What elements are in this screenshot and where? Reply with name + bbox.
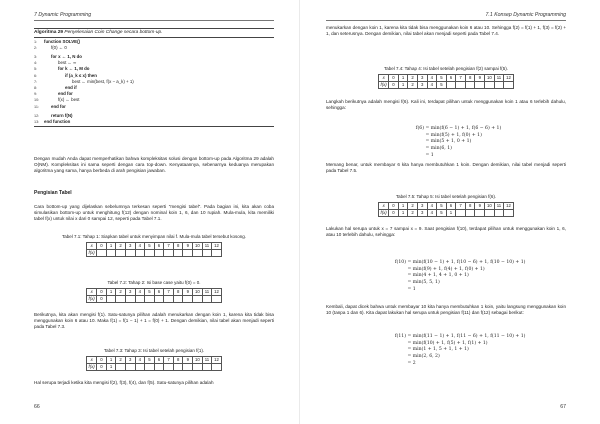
line-number: 7: xyxy=(34,79,38,84)
equation-f11 xyxy=(326,334,566,368)
paragraph-text: Dengan mudah Anda dapat memperhatikan bahwa kompleksitas solusi dengan bottom-up pada Algoritma 29 adalah O(NM). Kompleksitas ini sama seperti dengan cara top-down. Kenyataannya, sebenarnya keduanya merupakan algoritma yang sama, hanya berbeda di arah pengisian jawaban. xyxy=(34,156,274,174)
table-cell xyxy=(446,82,456,89)
table-cell: 0 xyxy=(389,210,399,217)
table-cell: 1 xyxy=(398,202,408,209)
equation-rhs: = min(f(9) + 1, f(4) + 1, f(0) + 1) xyxy=(406,266,485,272)
table-cell xyxy=(116,364,126,371)
equation-rhs: = 1 xyxy=(406,286,416,292)
table-cell: 9 xyxy=(183,288,193,295)
table-cell: 5 xyxy=(437,82,447,89)
table-caption: Tabel 7.4: Tahap 4: Isi tabel setelah pengisian f(2) sampai f(5). xyxy=(384,66,508,71)
table-cell: 5 xyxy=(437,74,447,81)
row-label: x xyxy=(87,356,97,363)
table-cell: 9 xyxy=(183,242,193,249)
table-cell: 0 xyxy=(389,202,399,209)
table-cell xyxy=(456,210,466,217)
code-text: end function xyxy=(44,119,71,125)
code-text: end for xyxy=(51,103,66,109)
table-cell xyxy=(135,296,145,303)
table-value-row xyxy=(87,364,222,371)
table-cell xyxy=(193,364,203,371)
equation-line xyxy=(326,287,566,294)
table-cell xyxy=(164,250,174,257)
equation-lines xyxy=(326,126,566,160)
table-caption: Tabel 7.1: Tahap 1: Siapkan tabel untuk menyimpan nilai f. Mula-mula tabel tersebut kosong. xyxy=(61,234,247,239)
row-label: x xyxy=(87,242,97,249)
equation-line xyxy=(326,354,566,361)
row-label: f(x) xyxy=(380,82,387,87)
right-page xyxy=(300,0,600,424)
table-cell: 10 xyxy=(485,74,495,81)
paragraph-fill-f1 xyxy=(34,312,274,330)
table-cell: 4 xyxy=(427,210,437,217)
table-cell: 11 xyxy=(202,288,212,295)
paragraph-text: Berikutnya, kita akan mengisi f(1). Satu-satunya pilihan adalah menukarkan dengan koin 1, karena kita tidak bisa menggunakan koin 6 atau 10. Maka f(1) = f(1 − 1) + 1 = f(0) + 1. Dengan demikian, nilai tabel akan menjadi seperti pada Tabel 7.3. xyxy=(34,312,274,330)
table-cell xyxy=(164,364,174,371)
table-cell: 3 xyxy=(125,356,135,363)
table-cell: 12 xyxy=(504,74,514,81)
table-cell xyxy=(145,364,155,371)
code-text: best ← min(best, f(x − a_k) + 1) xyxy=(72,78,134,84)
line-number: 2: xyxy=(34,45,38,50)
dp-table xyxy=(378,74,514,90)
table-cell xyxy=(212,364,222,371)
line-number: 1: xyxy=(34,39,38,44)
table-header-row xyxy=(87,288,222,295)
row-label: f(x) xyxy=(88,364,95,369)
table-cell: 7 xyxy=(164,288,174,295)
paragraph-text: Langkah berikutnya adalah mengisi f(6). Kali ini, terdapat pilihan untuk menggunakan koin 1 atau 6 terlebih dahulu, sehingga: xyxy=(326,99,566,111)
table-cell: 1 xyxy=(106,242,116,249)
table-cell: 2 xyxy=(116,288,126,295)
algorithm-box xyxy=(34,28,274,127)
table-cell: 0 xyxy=(97,364,107,371)
table-cell: 9 xyxy=(183,356,193,363)
table-cell: 9 xyxy=(475,74,485,81)
equation-rhs: = min(f(5) + 1, f(0) + 1) xyxy=(424,132,482,138)
table-cell: 0 xyxy=(97,296,107,303)
paragraph-fill-f11 xyxy=(326,304,566,316)
table-cell: 8 xyxy=(173,356,183,363)
table-caption: Tabel 7.3: Tahap 3: Isi tabel setelah pengisian f(1). xyxy=(103,348,205,353)
line-number: 9: xyxy=(34,92,38,97)
table-cell xyxy=(494,210,504,217)
row-label: f(x) xyxy=(88,250,95,255)
table-cell xyxy=(135,364,145,371)
equation-lines xyxy=(326,260,566,294)
equation-line xyxy=(326,334,566,341)
table-cell: 3 xyxy=(417,202,427,209)
equation-f10 xyxy=(326,260,566,294)
paragraph-coin1 xyxy=(326,25,566,37)
table-cell: 5 xyxy=(145,288,155,295)
table-cell xyxy=(485,210,495,217)
table-cell: 2 xyxy=(408,210,418,217)
row-label: x xyxy=(379,74,389,81)
table-cell: 4 xyxy=(135,288,145,295)
table-cell xyxy=(183,250,193,257)
table-cell: 2 xyxy=(116,356,126,363)
equation-rhs: = min(f(6 − 1) + 1, f(6 − 6) + 1) xyxy=(424,126,502,131)
table-cell xyxy=(202,296,212,303)
line-number: 12: xyxy=(34,113,40,118)
equation-rhs: = 1 xyxy=(424,152,434,158)
line-number: 8: xyxy=(34,86,38,91)
table-cell xyxy=(125,250,135,257)
table-cell: 3 xyxy=(417,74,427,81)
equation-rhs: = min(1 + 1, 5 + 1, 1 + 1) xyxy=(406,347,469,353)
table-cell: 10 xyxy=(193,356,203,363)
running-header-right: 7.1 Konsep Dynamic Programming xyxy=(485,12,566,18)
paragraph-text: Lakukan hal serupa untuk x = 7 sampai x = 9. Saat pengisian f(10), terdapat pilihan untuk menggunakan koin 1, 6, atau 10 terlebih dahulu, sehingga: xyxy=(326,226,566,238)
table-cell xyxy=(504,210,514,217)
section-heading: Pengisian Tabel xyxy=(34,190,72,196)
table-header-row xyxy=(87,242,222,249)
table-cell: 4 xyxy=(135,242,145,249)
table-cell: 5 xyxy=(145,242,155,249)
table-cell: 0 xyxy=(97,288,107,295)
table-cell: 11 xyxy=(202,242,212,249)
table-value-row xyxy=(87,296,222,303)
table-cell: 5 xyxy=(145,356,155,363)
row-label: x xyxy=(379,202,389,209)
table-cell xyxy=(494,82,504,89)
table-header-row xyxy=(87,356,222,363)
table-cell: 3 xyxy=(417,82,427,89)
algorithm-caption: Penyelesaian Coin Change secara bottom-up. xyxy=(64,29,163,35)
table-cell: 10 xyxy=(193,242,203,249)
table-cell: 5 xyxy=(437,202,447,209)
table-cell: 4 xyxy=(427,74,437,81)
algorithm-title xyxy=(34,29,274,38)
code-text: for k ← 1, M do xyxy=(58,66,90,72)
table-cell xyxy=(116,250,126,257)
table-cell: 10 xyxy=(193,288,203,295)
table-cell xyxy=(145,296,155,303)
table-cell xyxy=(193,250,203,257)
code-text: f(0) ← 0 xyxy=(51,44,67,50)
table-cell xyxy=(465,82,475,89)
table-cell xyxy=(106,250,116,257)
paragraph-continue xyxy=(34,380,274,386)
equation-rhs: = 2 xyxy=(406,360,416,366)
table-cell: 12 xyxy=(212,356,222,363)
table-cell: 2 xyxy=(116,242,126,249)
code-text: for x ← 1, N do xyxy=(51,54,82,59)
equation-line xyxy=(326,146,566,153)
table-cell: 6 xyxy=(154,356,164,363)
paragraph-text: Cara bottom-up yang dijelaskan sebelumnya terkesan seperti "mengisi tabel". Pada bagian ini, kita akan coba simulasikan bottom-up untuk menghitung f(12) dengan nominal koin 1, 6, dan 10 rupiah. Mula-mula, kita memiliki tabel f(x) untuk nilai x dari 0 sampai 12, seperti pada Tabel 7.1. xyxy=(34,204,274,222)
table-cell: 4 xyxy=(427,202,437,209)
table-7-4 xyxy=(326,66,566,89)
equation-rhs: = min(6, 1) xyxy=(424,146,452,152)
table-cell: 6 xyxy=(154,288,164,295)
table-cell xyxy=(475,82,485,89)
table-cell: 1 xyxy=(398,210,408,217)
paragraph-fill-f10 xyxy=(326,226,566,238)
table-cell xyxy=(106,296,116,303)
table-cell: 1 xyxy=(106,364,116,371)
dp-table xyxy=(86,242,222,258)
table-cell: 8 xyxy=(465,202,475,209)
table-cell: 6 xyxy=(154,242,164,249)
paragraph-complexity xyxy=(34,156,274,174)
equation-rhs: = min(5, 5, 1) xyxy=(406,280,440,286)
table-cell: 0 xyxy=(97,242,107,249)
table-cell: 10 xyxy=(485,202,495,209)
equation-lhs: f(11) xyxy=(394,334,406,339)
table-7-5 xyxy=(326,194,566,217)
table-cell: 6 xyxy=(446,202,456,209)
table-cell xyxy=(193,296,203,303)
equation-f6 xyxy=(326,126,566,160)
equation-rhs: = min(f(11 − 1) + 1, f(11 − 6) + 1, f(11 − 10) + 1) xyxy=(406,334,526,339)
algorithm-label: Algoritma 29 xyxy=(34,29,64,35)
equation-line xyxy=(326,260,566,267)
row-label: f(x) xyxy=(380,210,387,215)
code-text: return f(N) xyxy=(51,112,73,118)
equation-rhs: = min(5 + 1, 0 + 1) xyxy=(424,139,472,145)
table-cell xyxy=(135,250,145,257)
table-cell xyxy=(154,364,164,371)
table-cell xyxy=(456,82,466,89)
table-cell: 2 xyxy=(408,74,418,81)
code-line xyxy=(34,119,274,125)
table-cell xyxy=(202,364,212,371)
equation-line xyxy=(326,361,566,368)
table-cell: 9 xyxy=(475,202,485,209)
page-number-left: 66 xyxy=(34,404,40,410)
table-cell xyxy=(173,364,183,371)
equation-rhs: = min(2, 6, 2) xyxy=(406,354,440,360)
code-text: if (a_k ≤ x) then xyxy=(65,72,97,78)
equation-rhs: = min(f(10 − 1) + 1, f(10 − 6) + 1, f(10 − 10) + 1) xyxy=(406,260,526,265)
row-label: f(x) xyxy=(88,296,95,301)
code-text: end for xyxy=(58,91,73,97)
code-text: f(x) ← best xyxy=(58,97,80,103)
table-cell: 5 xyxy=(437,210,447,217)
table-value-row xyxy=(379,210,514,217)
table-cell xyxy=(465,210,475,217)
table-cell: 8 xyxy=(465,74,475,81)
table-cell: 4 xyxy=(135,356,145,363)
table-cell xyxy=(212,250,222,257)
table-cell: 2 xyxy=(408,202,418,209)
table-cell: 11 xyxy=(202,356,212,363)
code-text: best ← ∞ xyxy=(58,60,77,66)
dp-table xyxy=(86,288,222,304)
line-number: 11: xyxy=(34,104,39,109)
paragraph-text: menukarkan dengan koin 1, karena kita tidak bisa menggunakan koin 6 atau 10. Sehingga f(2) = f(1) + 1, f(3) = f(2) + 1, dan seterusnya. Dengan demikian, nilai tabel akan menjadi seperti pada Tabel 7.4. xyxy=(326,25,566,37)
equation-lines xyxy=(326,334,566,368)
table-cell: 3 xyxy=(125,288,135,295)
table-cell xyxy=(154,250,164,257)
line-number: 3: xyxy=(34,55,38,59)
table-cell: 12 xyxy=(212,288,222,295)
table-cell xyxy=(97,250,107,257)
table-cell xyxy=(504,82,514,89)
line-number: 6: xyxy=(34,73,38,78)
table-header-row xyxy=(379,74,514,81)
table-cell: 11 xyxy=(494,74,504,81)
dp-table xyxy=(86,356,222,372)
table-cell: 7 xyxy=(164,356,174,363)
equation-rhs: = min(f(10) + 1, f(5) + 1, f(1) + 1) xyxy=(406,340,488,346)
equation-lhs: f(10) xyxy=(394,260,406,265)
table-cell: 3 xyxy=(417,210,427,217)
table-cell: 7 xyxy=(456,74,466,81)
table-cell xyxy=(145,250,155,257)
table-value-row xyxy=(379,82,514,89)
equation-line xyxy=(326,126,566,133)
header-rule-right xyxy=(326,20,566,21)
code-line xyxy=(34,104,274,110)
code-line xyxy=(34,45,274,51)
table-cell xyxy=(154,296,164,303)
table-cell: 2 xyxy=(408,82,418,89)
table-cell xyxy=(183,296,193,303)
table-cell: 1 xyxy=(446,210,456,217)
table-cell xyxy=(475,210,485,217)
equation-line xyxy=(326,280,566,287)
page-number-right: 67 xyxy=(560,404,566,410)
line-number: 4: xyxy=(34,61,38,66)
table-cell xyxy=(164,296,174,303)
table-cell xyxy=(212,296,222,303)
line-number: 13: xyxy=(34,120,40,125)
code-text: function SOLVE() xyxy=(44,38,81,44)
table-cell: 12 xyxy=(504,202,514,209)
table-cell: 1 xyxy=(106,356,116,363)
table-7-2 xyxy=(34,280,274,303)
table-caption: Tabel 7.2: Tahap 2: Isi base case yaitu f(0) = 0. xyxy=(107,280,201,285)
paragraph-text: Memang benar, untuk membayar 6 kita hanya membutuhkan 1 koin. Dengan demikian, nilai tabel menjadi seperti pada Tabel 7.5. xyxy=(326,162,566,174)
table-7-1 xyxy=(34,234,274,257)
table-value-row xyxy=(87,250,222,257)
paragraph-one-coin xyxy=(326,162,566,174)
line-number: 5: xyxy=(34,67,38,72)
running-header-left: 7 Dynamic Programming xyxy=(34,12,92,18)
dp-table xyxy=(378,202,514,218)
table-cell: 0 xyxy=(389,74,399,81)
table-cell: 1 xyxy=(398,82,408,89)
equation-line xyxy=(326,273,566,280)
equation-lhs: f(6) xyxy=(415,126,424,131)
algorithm-code xyxy=(34,38,274,127)
table-cell xyxy=(173,296,183,303)
code-text: end if xyxy=(65,85,77,91)
table-cell xyxy=(173,250,183,257)
table-cell: 1 xyxy=(106,288,116,295)
paragraph-table-intro xyxy=(34,204,274,222)
equation-line xyxy=(326,347,566,354)
paragraph-fill-f6 xyxy=(326,99,566,111)
table-cell xyxy=(183,364,193,371)
equation-line xyxy=(326,153,566,160)
table-cell: 4 xyxy=(427,82,437,89)
paragraph-text: Hal serupa terjadi ketika kita mengisi f(2), f(3), f(4), dan f(5). Satu-satunya pilihan adalah xyxy=(34,380,214,385)
table-cell xyxy=(125,296,135,303)
table-caption: Tabel 7.5: Tahap 5: Isi tabel setelah pengisian f(6). xyxy=(395,194,497,199)
table-cell xyxy=(116,296,126,303)
table-cell: 0 xyxy=(97,356,107,363)
table-cell: 7 xyxy=(164,242,174,249)
paragraph-text: Kembali, dapat dicek bahwa untuk membayar 10 kita hanya membutuhkan 1 koin, yaitu langsung menggunakan koin 10 (tanpa 1 dan 6). Kita dapat lakukan hal serupa untuk pengisian f(11) dan f(12) sebagai berikut: xyxy=(326,304,566,316)
table-cell: 11 xyxy=(494,202,504,209)
row-label: x xyxy=(87,288,97,295)
table-7-3 xyxy=(34,348,274,371)
table-cell xyxy=(202,250,212,257)
header-rule-left xyxy=(34,20,274,21)
line-number: 10: xyxy=(34,98,40,103)
table-cell xyxy=(485,82,495,89)
table-cell: 8 xyxy=(173,288,183,295)
table-cell: 1 xyxy=(398,74,408,81)
table-cell: 8 xyxy=(173,242,183,249)
table-cell: 3 xyxy=(125,242,135,249)
table-cell: 0 xyxy=(389,82,399,89)
table-cell: 7 xyxy=(456,202,466,209)
equation-rhs: = min(4 + 1, 4 + 1, 0 + 1) xyxy=(406,273,469,279)
table-cell: 6 xyxy=(446,74,456,81)
table-header-row xyxy=(379,202,514,209)
table-cell: 12 xyxy=(212,242,222,249)
table-cell xyxy=(125,364,135,371)
